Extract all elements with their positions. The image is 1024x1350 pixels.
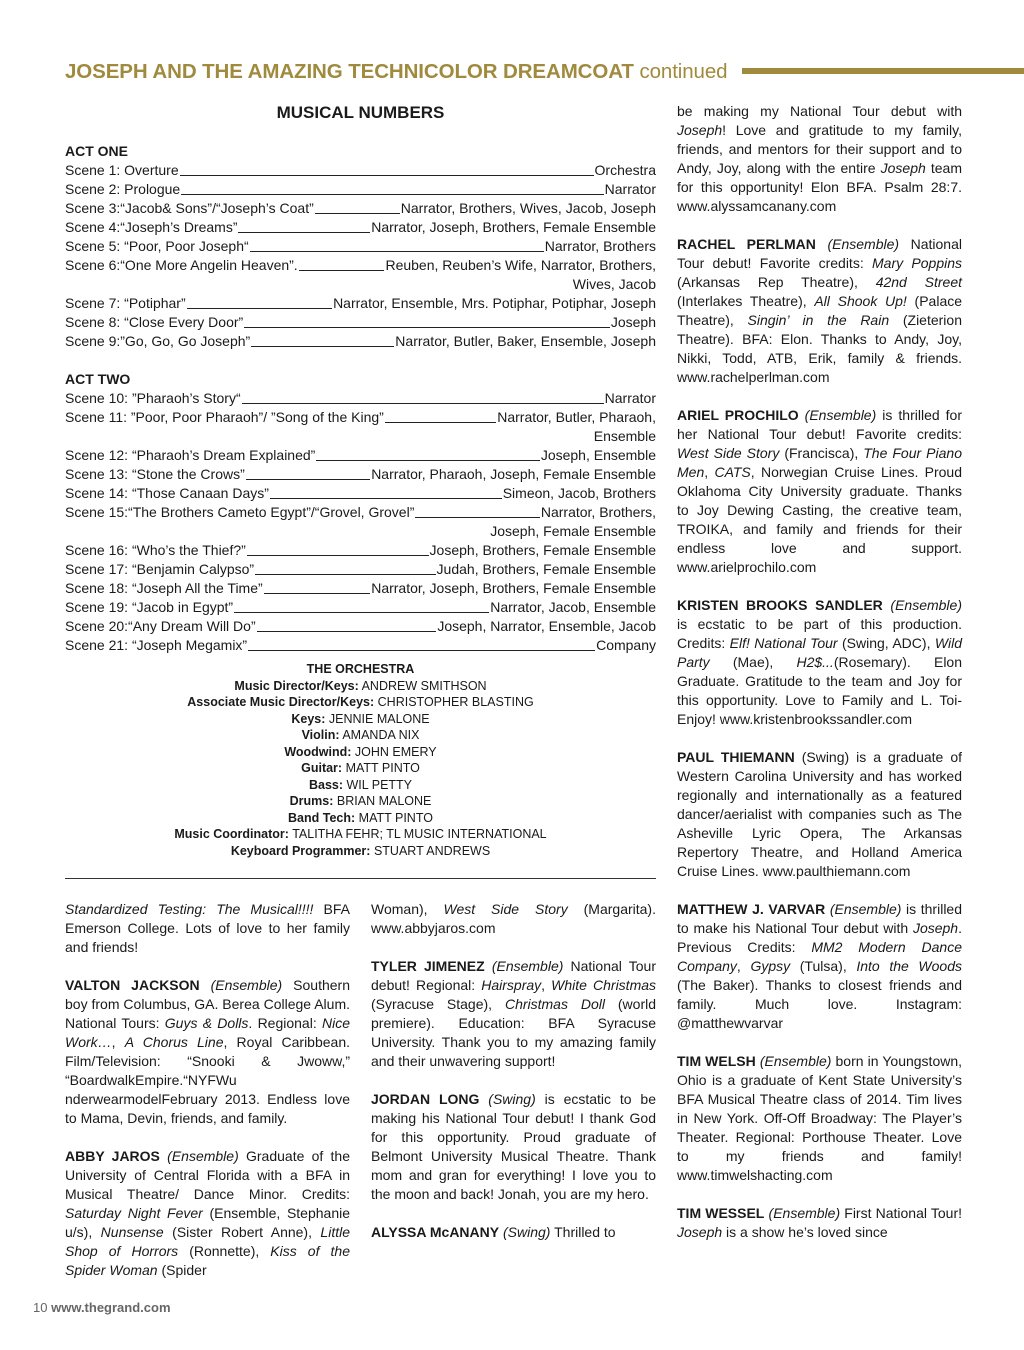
bio-text: (Ronnette), [178, 1243, 271, 1259]
bio-text: (Zieterion Theatre). BFA: Elon. Thanks to Andy, Joy, Nikki, Todd, ATB, Erik, family & friends. www.rachelperlman.com [677, 312, 962, 385]
leader-line [244, 327, 610, 328]
scene-title: Scene 10: ”Pharaoh’s Story“ [65, 390, 241, 406]
italic-text: Gypsy [750, 958, 791, 974]
bio-text: , Royal Caribbean. Film/Television: “Snooki & Jwoww,” “BoardwalkEmpire.“NYFWu nderwearmodelFebruary 2013. Endless love to Mama, Devin, friends, and family. [65, 1034, 351, 1126]
orchestra-role: Keyboard Programmer: [230, 843, 371, 858]
italic-text: 42nd Street [875, 274, 962, 290]
leader-line [250, 251, 544, 252]
italic-text: Kiss of the Spider Woman [65, 1243, 350, 1278]
bio-text: (Francisca), [779, 445, 864, 461]
orchestra-member [65, 694, 656, 711]
scene-row [65, 256, 656, 275]
orchestra-role: Drums: [289, 794, 334, 808]
bio-paragraph [677, 235, 962, 387]
scene-performers: Joseph, Narrator, Ensemble, Jacob [437, 618, 656, 634]
bio-text: (The Baker). Thanks to closest friends and family. Much love. Instagram: @matthewvarvar [677, 977, 962, 1031]
orchestra-name: AMANDA NIX [342, 728, 420, 742]
italic-text: (Ensemble) [829, 901, 902, 917]
scene-row [65, 560, 656, 579]
bio-text: is thrilled to make his National Tour debut with [677, 901, 963, 936]
italic-text: MM2 Modern Dance Company [677, 939, 962, 974]
performer-name: VALTON JACKSON [65, 977, 200, 993]
orchestra-role: Music Director/Keys: [234, 678, 359, 693]
bio-paragraph [677, 406, 962, 577]
scene-performers: Narrator, Butler, Pharaoh, [497, 409, 656, 425]
italic-text: (Ensemble) [210, 977, 283, 993]
scene-row [65, 636, 656, 655]
bio-text: . Previous Credits: [677, 920, 962, 955]
bio-text: National Tour debut! Favorite credits: [677, 236, 962, 271]
scene-title: Scene 19: “Jacob in Egypt” [65, 599, 234, 615]
bio-text: team for this opportunity! Elon BFA. Psalm 28:7. www.alyssamcanany.com [677, 160, 963, 214]
italic-text: Elf! National Tour [729, 635, 838, 651]
scene-title: Scene 9:”Go, Go, Go Joseph” [65, 333, 251, 349]
orchestra-role: Keys: [291, 711, 326, 726]
leader-line [248, 650, 595, 651]
italic-text: Standardized Testing: The Musical!!!! [65, 901, 314, 917]
scene-performers: Judah, Brothers, Female Ensemble [436, 561, 656, 577]
header-title-text: JOSEPH AND THE AMAZING TECHNICOLOR DREAMCOAT [65, 60, 634, 83]
italic-text: Nunsense [100, 1224, 164, 1240]
leader-line [255, 574, 435, 575]
italic-text: Little Shop of Horrors [65, 1224, 350, 1259]
bio-paragraph [677, 596, 962, 729]
performer-name: MATTHEW J. VARVAR [677, 901, 826, 917]
header-rule [742, 68, 1024, 74]
bio-text: (Interlakes Theatre), [677, 293, 815, 309]
scene-performers: Narrator [604, 390, 656, 406]
leader-line [234, 612, 489, 613]
orchestra-name: BRIAN MALONE [336, 794, 432, 808]
orchestra-member [65, 793, 656, 810]
leader-line [242, 403, 604, 404]
bio-paragraph [677, 1052, 962, 1185]
italic-text: H2$... [796, 654, 834, 670]
scene-row [65, 617, 656, 636]
orchestra-members [65, 678, 656, 860]
musical-numbers-section [65, 100, 656, 859]
bio-text: (Spider [157, 1262, 207, 1278]
bio-text: , [111, 1034, 125, 1050]
scene-performers: Narrator, Ensemble, Mrs. Potiphar, Potiphar, Joseph [333, 295, 656, 311]
italic-text: Nice Work… [65, 1015, 350, 1050]
italic-text: White Christmas [551, 977, 657, 993]
orchestra-name: WIL PETTY [346, 777, 413, 792]
scene-performers: Narrator [604, 181, 656, 197]
bio-paragraph [65, 1147, 350, 1280]
orchestra-name: JOHN EMERY [354, 744, 437, 759]
scene-performers-continued: Ensemble [593, 428, 656, 444]
performer-name: KRISTEN BROOKS SANDLER [677, 597, 883, 613]
bio-paragraph [371, 900, 656, 938]
bio-text [200, 977, 211, 993]
scene-performers-continued: Wives, Jacob [572, 276, 656, 292]
performer-name: PAUL THIEMANN [677, 749, 795, 765]
scene-title: Scene 3:“Jacob& Sons”/“Joseph’s Coat” [65, 200, 314, 216]
orchestra-section [65, 661, 656, 859]
scene-performers: Narrator, Brothers, Wives, Jacob, Joseph [400, 200, 656, 216]
orchestra-name: TALITHA FEHR; TL MUSIC INTERNATIONAL [292, 827, 547, 841]
italic-text: (Ensemble) [890, 597, 962, 613]
section-divider [65, 878, 656, 879]
italic-text: (Ensemble) [804, 407, 877, 423]
scene-title: Scene 2: Prologue [65, 181, 181, 197]
scene-row [65, 389, 656, 408]
italic-text: (Ensemble) [827, 236, 900, 252]
scene-title: Scene 14: “Those Canaan Days” [65, 485, 269, 501]
scene-row [65, 237, 656, 256]
bio-text: , [704, 464, 715, 480]
italic-text: Joseph [677, 122, 723, 138]
scene-performers: Narrator, Brothers, [540, 504, 656, 520]
italic-text: Christmas Doll [504, 996, 605, 1012]
scene-performers: Simeon, Jacob, Brothers [502, 485, 656, 501]
bio-text: Graduate of the University of Central Florida with a BFA in Musical Theatre/ Dance Minor. Credits: [65, 1148, 350, 1202]
bio-text: ! Love and gratitude to my family, friends, and mentors for their support and to Andy, Joy, along with the entire [677, 122, 962, 176]
orchestra-member [65, 760, 656, 777]
bio-text [479, 1091, 488, 1107]
scene-performers-continued: Joseph, Female Ensemble [490, 523, 656, 539]
scene-performers: Narrator, Brothers [544, 238, 656, 254]
orchestra-role: Bass: [308, 777, 344, 792]
orchestra-role: Music Coordinator: [174, 827, 289, 841]
leader-line [315, 213, 400, 214]
italic-text: Wild Party [677, 635, 962, 670]
scene-performers: Narrator, Jacob, Ensemble [490, 599, 656, 615]
bio-column-3 [677, 102, 962, 1261]
scene-title: Scene 6:“One More Angelin Heaven”. [65, 257, 298, 273]
scene-performers: Narrator, Butler, Baker, Ensemble, Joseph [395, 333, 656, 349]
leader-line [264, 593, 371, 594]
scene-performers: Company [596, 637, 656, 653]
bio-text: National Tour debut! Regional: [371, 958, 656, 993]
scene-title: Scene 4:“Joseph’s Dreams” [65, 219, 238, 235]
italic-text: Hairspray [481, 977, 542, 993]
scene-row [65, 579, 656, 598]
bio-text: be making my National Tour debut with [677, 103, 962, 119]
scene-row [65, 484, 656, 503]
bio-text: (Tulsa), [790, 958, 857, 974]
bio-text: (Swing) is a graduate of Western Carolina University and has worked regionally and internationally as a featured dancer/aerialist with companies such as The Asheville Lyric Opera, The Arkansas Repertory Theatre, and Holland America Cruise Lines. www.paulthiemann.com [677, 749, 962, 879]
orchestra-role: Band Tech: [288, 810, 356, 825]
orchestra-name: CHRISTOPHER BLASTING [377, 695, 534, 709]
orchestra-member [65, 678, 656, 695]
act-label: ACT ONE [65, 143, 128, 159]
italic-text: Mary Poppins [872, 255, 963, 271]
scene-row [65, 503, 656, 522]
orchestra-role: Associate Music Director/Keys: [187, 695, 375, 709]
performer-name: JORDAN LONG [371, 1091, 480, 1107]
scene-row [65, 294, 656, 313]
bio-text: , [541, 977, 552, 993]
performer-name: TYLER JIMENEZ [371, 958, 485, 974]
leader-line [246, 479, 370, 480]
scene-title: Scene 11: ”Poor, Poor Pharaoh”/ ”Song of the King” [65, 409, 384, 425]
scene-title: Scene 17: “Benjamin Calypso” [65, 561, 255, 577]
bio-text: (Syracuse Stage), [371, 996, 505, 1012]
scene-performers: Joseph [610, 314, 656, 330]
scene-row [65, 446, 656, 465]
italic-text: West Side Story [443, 901, 568, 917]
orchestra-member [65, 727, 656, 744]
performer-name: RACHEL PERLMAN [677, 236, 816, 252]
scene-title: Scene 8: “Close Every Door” [65, 314, 244, 330]
orchestra-member [65, 744, 656, 761]
scene-title: Scene 13: “Stone the Crows” [65, 466, 245, 482]
scene-performers: Joseph, Ensemble [540, 447, 656, 463]
page-footer [33, 1300, 171, 1315]
leader-line [257, 631, 437, 632]
bio-text: Southern boy from Columbus, GA. Berea College Alum. National Tours: [65, 977, 350, 1031]
italic-text: (Ensemble) [491, 958, 564, 974]
scene-performers: Narrator, Joseph, Brothers, Female Ensemble [371, 580, 656, 596]
header-continued: continued [639, 60, 728, 83]
bio-paragraph [677, 748, 962, 881]
italic-text: A Chorus Line [124, 1034, 224, 1050]
orchestra-member [65, 843, 656, 860]
orchestra-name: MATT PINTO [345, 761, 420, 775]
italic-text: CATS [714, 464, 751, 480]
scene-row [65, 161, 656, 180]
italic-text: (Ensemble) [759, 1053, 832, 1069]
bio-text: Thrilled to [550, 1224, 616, 1240]
bio-text: (world premiere). Education: BFA Syracuse University. Thank you to my amazing family and their unwavering support! [371, 996, 656, 1069]
bio-text: . Regional: [248, 1015, 322, 1031]
leader-line [415, 517, 539, 518]
scene-row [65, 598, 656, 617]
bio-text: (Rosemary). Elon Graduate. Gratitude to the team and Joy for this opportunity. Love to Family and L. Toi- Enjoy! www.kristenbrookssandler.com [677, 654, 962, 727]
italic-text: All Shook Up! [814, 293, 907, 309]
bio-paragraph [371, 957, 656, 1071]
italic-text: Joseph [912, 920, 959, 936]
bio-paragraph [65, 900, 350, 957]
scene-performers: Orchestra [594, 162, 656, 178]
bio-text: is ecstatic to be part of this production. Credits: [677, 616, 962, 651]
scene-performers: Narrator, Joseph, Brothers, Female Ensemble [371, 219, 656, 235]
bio-text: Woman), [371, 901, 444, 917]
orchestra-member [65, 777, 656, 794]
bio-text: (Sister Robert Anne), [163, 1224, 321, 1240]
orchestra-member [65, 711, 656, 728]
leader-line [181, 194, 603, 195]
bio-text: (Margarita). www.abbyjaros.com [371, 901, 656, 936]
italic-text: The Four Piano Men [677, 445, 962, 480]
performer-name: ARIEL PROCHILO [677, 407, 799, 423]
bio-text: born in Youngstown, Ohio is a graduate of Kent State University’s BFA Musical Theatre class of 2014. Tim lives in New York. Off-Off Broadway: The Player’s Theater. Regional: Porthouse Theater. Love to my friends and family! www.timwelshacting.com [677, 1053, 963, 1183]
performer-name: TIM WESSEL [677, 1205, 765, 1221]
scene-title: Scene 15:“The Brothers Cameto Egypt”/“Grovel, Grovel” [65, 504, 415, 520]
italic-text: (Swing) [488, 1091, 536, 1107]
scene-title: Scene 5: “Poor, Poor Joseph“ [65, 238, 249, 254]
scene-title: Scene 12: “Pharaoh’s Dream Explained” [65, 447, 316, 463]
leader-line [385, 422, 496, 423]
italic-text: Guys & Dolls [164, 1015, 249, 1031]
italic-text: Saturday Night Fever [65, 1205, 203, 1221]
scene-performers: Narrator, Pharaoh, Joseph, Female Ensemble [371, 466, 656, 482]
footer-url: www.thegrand.com [51, 1300, 171, 1315]
bio-text: is a show he’s loved since [722, 1224, 888, 1240]
bio-paragraph [677, 102, 962, 216]
bio-text: , Norwegian Cruise Lines. Proud Oklahoma City University graduate. Thanks to Joy Dewing Casting, the creative team, TROIKA, and family and friends for their endless love and support. www.arielprochilo.com [677, 464, 963, 575]
orchestra-member [65, 826, 656, 843]
orchestra-role: Woodwind: [284, 744, 352, 759]
bio-text: (Palace Theatre), [677, 293, 963, 328]
scene-title: Scene 7: “Potiphar” [65, 295, 186, 311]
scene-performers: Reuben, Reuben’s Wife, Narrator, Brothers, [385, 257, 656, 273]
bio-paragraph [677, 900, 962, 1033]
scene-row [65, 465, 656, 484]
bio-paragraph [65, 976, 350, 1128]
orchestra-title: THE ORCHESTRA [306, 662, 415, 676]
scene-row [65, 313, 656, 332]
orchestra-role: Violin: [301, 728, 340, 742]
orchestra-member [65, 810, 656, 827]
bio-paragraph [677, 1204, 962, 1242]
italic-text: West Side Story [677, 445, 780, 461]
bio-text: , [736, 958, 751, 974]
bio-text: (Swing, ADC), [837, 635, 935, 651]
italic-text: Joseph [880, 160, 926, 176]
bio-text [816, 236, 828, 252]
italic-text: (Swing) [503, 1224, 551, 1240]
scene-row [65, 332, 656, 351]
bio-text: BFA Emerson College. Lots of love to her family and friends! [65, 901, 350, 955]
scene-row [65, 541, 656, 560]
italic-text: Into the Woods [856, 958, 962, 974]
bio-column-1 [65, 900, 350, 1299]
act-label: ACT TWO [65, 371, 131, 387]
orchestra-name: MATT PINTO [358, 810, 433, 825]
scene-row [65, 218, 656, 237]
scene-title: Scene 1: Overture [65, 162, 179, 178]
scene-title: Scene 20:“Any Dream Will Do” [65, 618, 256, 634]
bio-text [485, 958, 492, 974]
leader-line [299, 270, 385, 271]
leader-line [251, 346, 394, 347]
leader-line [316, 460, 539, 461]
bio-text: First National Tour! [840, 1205, 963, 1221]
bio-text: is ecstatic to be making his National Tour debut! I thank God for this opportunity. Proud graduate of Belmont University Musical Theatre. Thank mom and gran for everything! I love you to the moon and back! Jonah, you are my hero. [371, 1091, 656, 1202]
italic-text: Singin’ in the Rain [747, 312, 890, 328]
bio-paragraph [371, 1090, 656, 1204]
scene-row [65, 199, 656, 218]
performer-name: ABBY JAROS [65, 1148, 160, 1164]
italic-text: (Ensemble) [768, 1205, 841, 1221]
scene-row [65, 408, 656, 427]
scene-row [65, 180, 656, 199]
orchestra-name: JENNIE MALONE [328, 711, 430, 726]
bio-text: (Arkansas Rep Theatre), [677, 274, 876, 290]
bio-column-2 [371, 900, 656, 1261]
italic-text: (Ensemble) [167, 1148, 239, 1164]
leader-line [238, 232, 370, 233]
leader-line [247, 555, 429, 556]
page-number: 10 [33, 1300, 48, 1315]
bio-paragraph [371, 1223, 656, 1242]
acts-list [65, 142, 656, 655]
page-header [65, 60, 1024, 90]
bio-text: is thrilled for her National Tour debut! Favorite credits: [677, 407, 962, 442]
leader-line [187, 308, 332, 309]
bio-text: (Mae), [709, 654, 797, 670]
leader-line [180, 175, 594, 176]
orchestra-name: ANDREW SMITHSON [361, 678, 487, 693]
orchestra-role: Guitar: [301, 761, 343, 775]
orchestra-name: STUART ANDREWS [373, 843, 491, 858]
performer-name: ALYSSA McANANY [371, 1224, 500, 1240]
performer-name: TIM WELSH [677, 1053, 756, 1069]
scene-title: Scene 16: “Who’s the Thief?” [65, 542, 246, 558]
italic-text: Joseph [677, 1224, 723, 1240]
musical-numbers-title: MUSICAL NUMBERS [276, 103, 445, 122]
scene-title: Scene 21: “Joseph Megamix” [65, 637, 248, 653]
header-title [65, 60, 727, 84]
scene-title: Scene 18: “Joseph All the Time” [65, 580, 263, 596]
leader-line [270, 498, 502, 499]
scene-performers: Joseph, Brothers, Female Ensemble [429, 542, 656, 558]
bio-text: (Ensemble, Stephanie u/s), [65, 1205, 350, 1240]
